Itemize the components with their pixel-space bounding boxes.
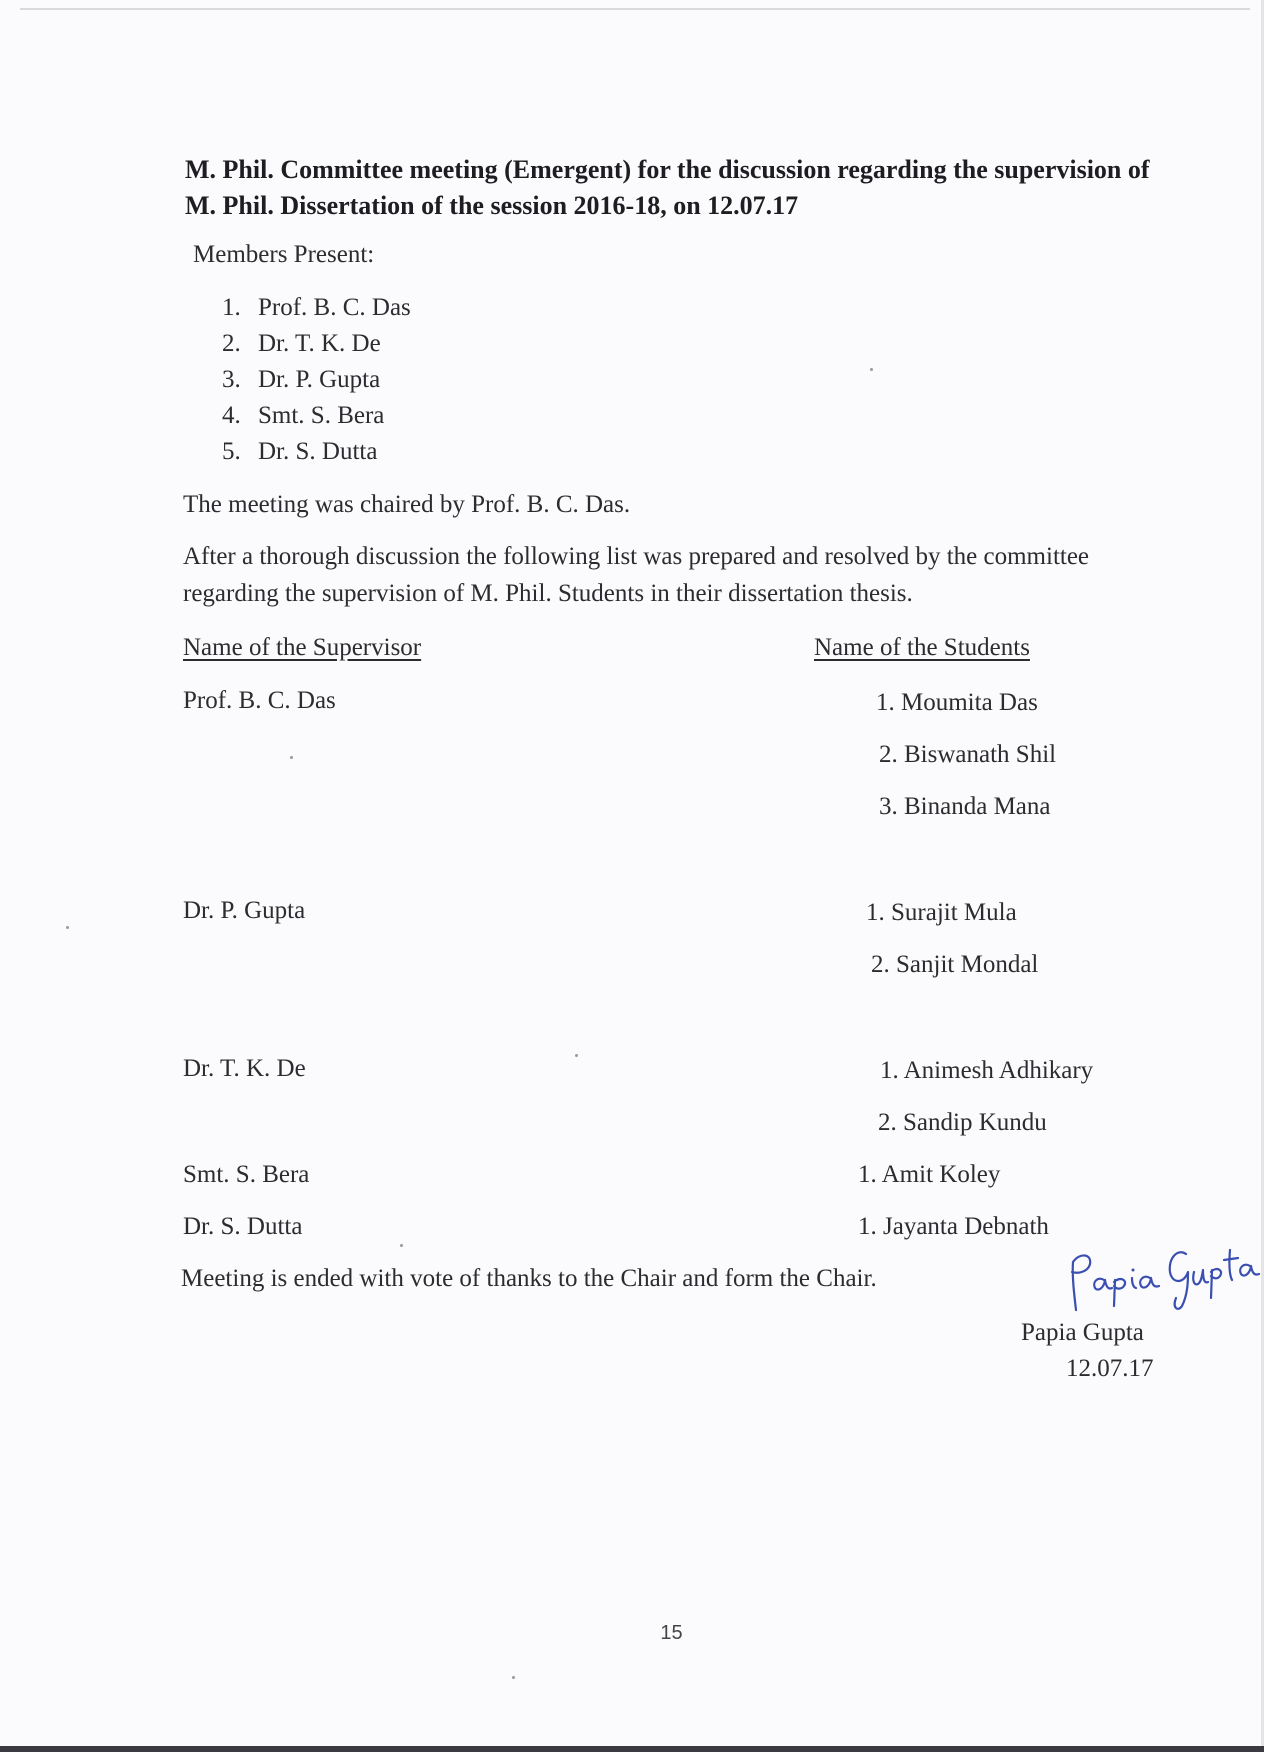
supervisor-name: Smt. S. Bera <box>183 1161 310 1188</box>
scan-top-edge <box>20 8 1250 10</box>
scan-bottom-edge <box>0 1746 1264 1752</box>
member-name: Prof. B. C. Das <box>258 294 411 321</box>
scan-speck <box>66 926 69 929</box>
supervisor-name: Dr. S. Dutta <box>183 1213 303 1240</box>
member-number: 4. <box>222 402 241 429</box>
student-name: 2. Sandip Kundu <box>878 1109 1047 1136</box>
signatory-date: 12.07.17 <box>1066 1355 1154 1382</box>
scan-speck <box>400 1244 403 1247</box>
member-name: Dr. T. K. De <box>258 330 381 357</box>
student-name: 3. Binanda Mana <box>879 793 1051 820</box>
scan-speck <box>512 1676 515 1679</box>
student-name: 1. Surajit Mula <box>866 899 1017 926</box>
member-number: 3. <box>222 366 241 393</box>
member-name: Dr. P. Gupta <box>258 366 381 393</box>
member-number: 2. <box>222 330 241 357</box>
closing-statement: Meeting is ended with vote of thanks to the Chair and form the Chair. <box>181 1265 877 1292</box>
resolution-paragraph: After a thorough discussion the following list was prepared and resolved by the committee regarding the supervision of M. Phil. Students in their dissertation thesis. <box>183 543 1090 607</box>
student-name: 1. Jayanta Debnath <box>858 1213 1049 1240</box>
student-name: 1. Animesh Adhikary <box>880 1057 1094 1084</box>
member-name: Dr. S. Dutta <box>258 438 378 465</box>
supervisor-column-header: Name of the Supervisor <box>183 634 422 661</box>
document-title: M. Phil. Committee meeting (Emergent) for the discussion regarding the supervision of M. Phil. Dissertation of the session 2016-18, on 12.07.17 <box>185 155 1150 220</box>
student-name: 2. Sanjit Mondal <box>871 951 1039 978</box>
chair-statement: The meeting was chaired by Prof. B. C. Das. <box>183 491 631 518</box>
member-number: 5. <box>222 438 241 465</box>
student-name: 1. Amit Koley <box>858 1161 1001 1188</box>
student-name: 1. Moumita Das <box>876 689 1038 716</box>
page-number: 15 <box>660 1622 683 1644</box>
supervisor-name: Dr. P. Gupta <box>183 897 306 924</box>
member-name: Smt. S. Bera <box>258 402 385 429</box>
signatory-name: Papia Gupta <box>1021 1319 1144 1346</box>
scan-speck <box>575 1054 578 1057</box>
members-heading: Members Present: <box>193 241 375 268</box>
student-name: 2. Biswanath Shil <box>879 741 1057 768</box>
member-number: 1. <box>222 294 241 321</box>
scan-speck <box>290 756 293 759</box>
students-column-header: Name of the Students <box>814 634 1030 661</box>
scan-speck <box>870 368 873 371</box>
handwritten-signature <box>1058 1228 1264 1318</box>
supervisor-name: Prof. B. C. Das <box>183 687 336 714</box>
supervisor-name: Dr. T. K. De <box>183 1055 306 1082</box>
